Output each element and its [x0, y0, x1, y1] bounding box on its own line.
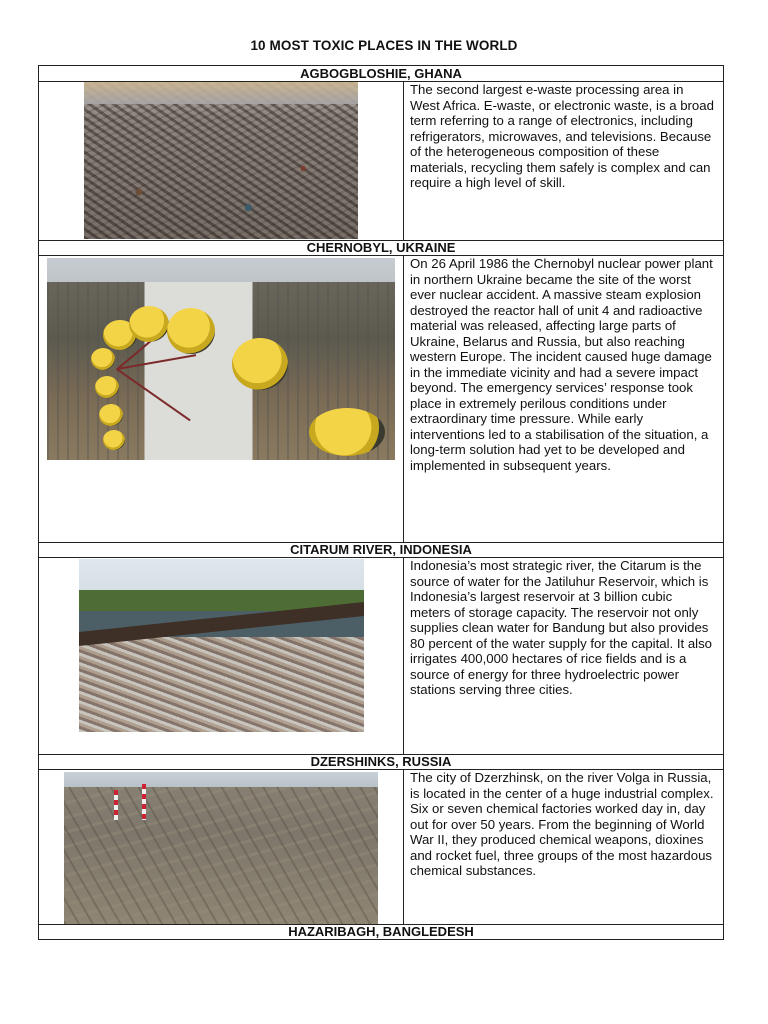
column-divider [403, 557, 404, 754]
section-heading-chernobyl: CHERNOBYL, UKRAINE [306, 240, 456, 255]
wheel-cabin [103, 430, 125, 450]
section-heading-dzershinks: DZERSHINKS, RUSSIA [310, 754, 452, 769]
citarum-river-photo [79, 559, 364, 732]
section-heading-citarum: CITARUM RIVER, INDONESIA [290, 542, 472, 557]
smokestack [114, 790, 118, 820]
section-description-citarum: Indonesia’s most strategic river, the Citarum is the source of water for the Jatiluhur Reservoir, which is Indonesia’s largest reservoir at 3 billion cubic meters of storage capacity. The reservoir not only supplies clean water for Bandung but also provides 80 percent of the water supply for the capital. It also irrigates 400,000 hectares of rice fields and is a source of energy for three hydroelectric power stations serving three cities. [410, 558, 713, 697]
column-divider [403, 255, 404, 542]
column-divider [403, 769, 404, 924]
smokestack [142, 784, 146, 820]
section-heading-hazaribagh: HAZARIBAGH, BANGLEDESH [288, 924, 474, 939]
column-divider [403, 81, 404, 240]
section-description-dzershinks: The city of Dzerzhinsk, on the river Volga in Russia, is located in the center of a huge industrial complex. Six or seven chemical factories worked day in, day out for over 50 years. From the beginning of World War II, they produced chemical weapons, dioxines and rocket fuel, three groups of the most hazardous chemical substances. [410, 770, 714, 878]
wheel-cabin [91, 348, 115, 370]
dzerzhinsk-photo [64, 772, 378, 924]
places-table [38, 65, 724, 940]
document-title: 10 MOST TOXIC PLACES IN THE WORLD [250, 38, 518, 53]
wheel-spoke [116, 368, 191, 421]
agbogbloshie-photo [84, 82, 358, 239]
wheel-cabin [309, 408, 385, 456]
section-description-agbogbloshie: The second largest e-waste processing area in West Africa. E-waste, or electronic waste, is a broad term referring to a range of electronics, including refrigerators, microwaves, and televisions. Because of the heterogeneous composition of these materials, recycling them safely is complex and can require a high level of skill. [410, 82, 714, 190]
wheel-cabin [99, 404, 123, 426]
wheel-cabin [232, 338, 288, 390]
wheel-cabin [129, 306, 169, 342]
section-description-chernobyl: On 26 April 1986 the Chernobyl nuclear power plant in northern Ukraine became the site of the worst ever nuclear accident. A massive steam explosion destroyed the reactor hall of unit 4 and radioactive material was released, affecting large parts of Ukraine, Belarus and Russia, but also reaching western Europe. The incident caused huge damage in the immediate vicinity and had a severe impact beyond. The emergency services’ response took place in extremely perilous conditions under extraordinary time pressure. While early interventions led to a stabilisation of the situation, a long-term solution had yet to be developed and implemented in subsequent years. [410, 256, 713, 473]
section-heading-agbogbloshie: AGBOGBLOSHIE, GHANA [300, 66, 462, 81]
wheel-cabin [95, 376, 119, 398]
chernobyl-photo [47, 258, 395, 460]
wheel-cabin [167, 308, 215, 354]
